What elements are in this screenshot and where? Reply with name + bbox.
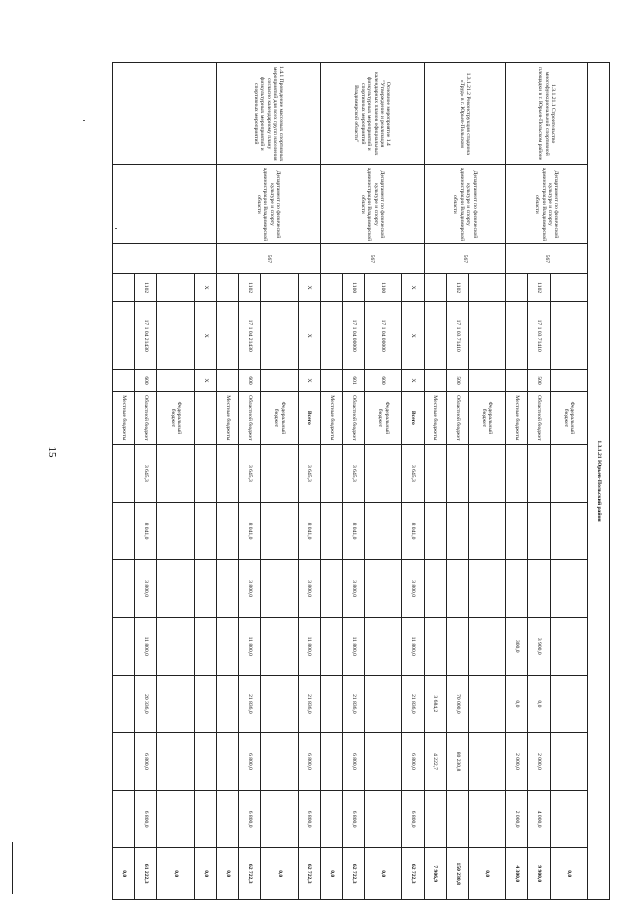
table-cell bbox=[261, 370, 298, 391]
table-cell: 21 836,0 bbox=[402, 675, 424, 733]
total-cell: 0,0 bbox=[261, 848, 298, 900]
table-cell bbox=[113, 370, 135, 391]
table-cell bbox=[446, 502, 468, 560]
table-cell bbox=[194, 675, 216, 733]
funding-source-cell: Местные бюджеты bbox=[320, 391, 342, 444]
table-cell bbox=[550, 502, 587, 560]
total-cell: 0,0 bbox=[320, 848, 342, 900]
table-cell: 6 800,0 bbox=[402, 733, 424, 791]
table-cell: 11 800,0 bbox=[298, 617, 320, 675]
budget-table-sheet bbox=[112, 62, 610, 900]
table-cell bbox=[216, 733, 238, 791]
table-cell bbox=[506, 560, 528, 618]
total-cell: 0,0 bbox=[216, 848, 238, 900]
margin-rule bbox=[12, 842, 13, 894]
table-cell: 21 836,0 bbox=[298, 675, 320, 733]
table-cell bbox=[365, 790, 402, 848]
table-cell: 3 645,3 bbox=[135, 445, 157, 503]
table-cell: 3 800,0 bbox=[239, 560, 261, 618]
table-cell bbox=[365, 445, 402, 503]
table-cell bbox=[216, 675, 238, 733]
table-cell bbox=[261, 560, 298, 618]
table-cell bbox=[424, 502, 446, 560]
table-cell: X bbox=[298, 302, 320, 370]
table-cell: 11 800,0 bbox=[135, 617, 157, 675]
table-cell bbox=[113, 790, 135, 848]
table-cell: X bbox=[402, 274, 424, 302]
table-cell bbox=[550, 302, 587, 370]
table-cell: 80 230,8 bbox=[446, 733, 468, 791]
table-cell: 500 bbox=[446, 370, 468, 391]
table-cell: 8 041,0 bbox=[239, 502, 261, 560]
grbs-code-cell: 567 bbox=[216, 244, 320, 274]
table-cell bbox=[216, 370, 238, 391]
table-cell bbox=[320, 733, 342, 791]
funding-source-cell: Федеральный бюджет bbox=[261, 391, 298, 444]
table-cell: 3 645,3 bbox=[239, 445, 261, 503]
table-cell: 17 1 03 71410 bbox=[446, 302, 468, 370]
table-row bbox=[468, 63, 505, 900]
table-cell: 3 800,0 bbox=[135, 560, 157, 618]
total-cell: 0,0 bbox=[194, 848, 216, 900]
table-cell: 1100 bbox=[365, 274, 402, 302]
table-cell: 20 336,0 bbox=[135, 675, 157, 733]
table-cell bbox=[506, 370, 528, 391]
table-cell bbox=[424, 370, 446, 391]
table-cell: 6 800,0 bbox=[239, 733, 261, 791]
table-cell: 3 645,3 bbox=[402, 445, 424, 503]
table-cell bbox=[194, 790, 216, 848]
measure-name-cell: 1.3.1.21.2 Реконструкция стадиона «Труд» в г. Юрьев-Польском bbox=[424, 63, 506, 165]
table-cell bbox=[320, 274, 342, 302]
table-cell: 11 800,0 bbox=[342, 617, 364, 675]
grbs-code-cell: 567 bbox=[506, 244, 588, 274]
table-cell bbox=[113, 274, 135, 302]
table-cell: X bbox=[402, 302, 424, 370]
table-cell bbox=[506, 302, 528, 370]
table-cell bbox=[157, 675, 194, 733]
table-cell bbox=[365, 560, 402, 618]
table-cell bbox=[550, 445, 587, 503]
table-cell: 2 000,0 bbox=[528, 733, 550, 791]
table-cell: X bbox=[298, 370, 320, 391]
funding-source-cell: Областной бюджет bbox=[446, 391, 468, 444]
funding-source-cell: Областной бюджет bbox=[239, 391, 261, 444]
table-cell: 6 800,0 bbox=[342, 790, 364, 848]
measure-name-cell: 1.3.1.21.1 Строительство многофункциональной спортивной площадки в г. Юрьев-Польском районе bbox=[506, 63, 588, 165]
table-cell: 11 800,0 bbox=[239, 617, 261, 675]
table-cell: 2 000,0 bbox=[506, 733, 528, 791]
table-cell bbox=[446, 445, 468, 503]
table-cell bbox=[468, 617, 505, 675]
table-cell bbox=[365, 733, 402, 791]
table-cell: 3 645,3 bbox=[298, 445, 320, 503]
table-cell bbox=[446, 790, 468, 848]
table-cell bbox=[506, 445, 528, 503]
table-cell bbox=[157, 502, 194, 560]
table-cell bbox=[550, 274, 587, 302]
table-cell: 600 bbox=[239, 370, 261, 391]
table-cell: 3 684,2 bbox=[424, 675, 446, 733]
total-cell: 0,0 bbox=[550, 848, 587, 900]
table-cell bbox=[446, 560, 468, 618]
table-cell bbox=[261, 617, 298, 675]
total-cell: 62 722,3 bbox=[342, 848, 364, 900]
table-cell bbox=[157, 445, 194, 503]
table-cell: 1100 bbox=[342, 274, 364, 302]
total-cell: 0,0 bbox=[157, 848, 194, 900]
table-cell bbox=[550, 617, 587, 675]
table-cell bbox=[113, 733, 135, 791]
table-cell bbox=[113, 302, 135, 370]
table-cell: 4 222,7 bbox=[424, 733, 446, 791]
table-cell bbox=[320, 560, 342, 618]
funding-source-cell: Областной бюджет bbox=[528, 391, 550, 444]
table-cell bbox=[468, 560, 505, 618]
table-cell bbox=[157, 370, 194, 391]
table-cell: X bbox=[402, 370, 424, 391]
table-cell: 3 800,0 bbox=[342, 560, 364, 618]
table-cell bbox=[194, 617, 216, 675]
table-cell: X bbox=[194, 302, 216, 370]
executor-cell: Департамент по физической культуре и спорту администрации Владимирской области bbox=[424, 165, 506, 244]
table-cell bbox=[320, 445, 342, 503]
table-cell: 6 800,0 bbox=[402, 790, 424, 848]
total-cell: 4 300,0 bbox=[506, 848, 528, 900]
table-cell bbox=[113, 445, 135, 503]
table-cell bbox=[468, 445, 505, 503]
table-cell bbox=[424, 790, 446, 848]
total-cell: 9 900,0 bbox=[528, 848, 550, 900]
table-cell: 17 1 04 21430 bbox=[239, 302, 261, 370]
table-cell bbox=[113, 560, 135, 618]
table-cell bbox=[216, 790, 238, 848]
table-cell: 21 836,0 bbox=[239, 675, 261, 733]
table-cell bbox=[468, 370, 505, 391]
table-cell bbox=[528, 560, 550, 618]
table-cell: 2 000,0 bbox=[506, 790, 528, 848]
table-cell bbox=[157, 560, 194, 618]
table-cell bbox=[424, 274, 446, 302]
table-cell bbox=[157, 733, 194, 791]
table-cell bbox=[550, 733, 587, 791]
table-cell: 6 800,0 bbox=[135, 733, 157, 791]
table-cell: 8 041,0 bbox=[135, 502, 157, 560]
table-cell bbox=[528, 502, 550, 560]
total-cell: 0,0 bbox=[365, 848, 402, 900]
table-cell: 300,0 bbox=[506, 617, 528, 675]
table-cell: 1102 bbox=[446, 274, 468, 302]
table-cell: 3 800,0 bbox=[298, 560, 320, 618]
funding-source-cell: Областной бюджет bbox=[135, 391, 157, 444]
total-cell: 62 722,3 bbox=[239, 848, 261, 900]
table-cell bbox=[320, 617, 342, 675]
table-cell bbox=[157, 302, 194, 370]
budget-table bbox=[112, 62, 610, 900]
table-cell: 8 041,0 bbox=[298, 502, 320, 560]
grbs-code-cell: 567 bbox=[424, 244, 506, 274]
table-cell bbox=[320, 370, 342, 391]
scan-speck bbox=[83, 120, 85, 121]
funding-source-cell bbox=[194, 391, 216, 444]
table-cell: 17 1 04 21430 bbox=[135, 302, 157, 370]
table-cell: 600 bbox=[365, 370, 402, 391]
table-cell bbox=[320, 675, 342, 733]
table-cell: 1102 bbox=[239, 274, 261, 302]
funding-source-cell: Всего bbox=[402, 391, 424, 444]
table-cell bbox=[446, 617, 468, 675]
grbs-code-cell: 567 bbox=[320, 244, 424, 274]
table-cell: 3 800,0 bbox=[402, 560, 424, 618]
table-cell: 21 836,0 bbox=[342, 675, 364, 733]
table-cell: 11 800,0 bbox=[402, 617, 424, 675]
funding-source-cell: Областной бюджет bbox=[342, 391, 364, 444]
table-cell bbox=[468, 733, 505, 791]
table-cell bbox=[157, 274, 194, 302]
table-cell: 70 000,0 bbox=[446, 675, 468, 733]
table-cell: 6 800,0 bbox=[239, 790, 261, 848]
table-cell bbox=[365, 617, 402, 675]
table-cell bbox=[261, 733, 298, 791]
funding-source-cell: Местные бюджеты bbox=[113, 391, 135, 444]
table-cell bbox=[528, 445, 550, 503]
table-cell bbox=[506, 502, 528, 560]
executor-cell bbox=[113, 165, 217, 244]
executor-cell: Департамент по физической культуре и спорту администрации Владимирской области bbox=[216, 165, 320, 244]
total-cell: 62 722,3 bbox=[298, 848, 320, 900]
table-cell: 601 bbox=[342, 370, 364, 391]
table-cell bbox=[157, 617, 194, 675]
funding-source-cell: Местные бюджеты bbox=[424, 391, 446, 444]
table-cell bbox=[320, 302, 342, 370]
table-row bbox=[194, 63, 216, 900]
table-cell: 0,0 bbox=[528, 675, 550, 733]
funding-source-cell: Федеральный бюджет bbox=[468, 391, 505, 444]
table-cell bbox=[365, 675, 402, 733]
table-cell bbox=[261, 790, 298, 848]
table-cell bbox=[468, 790, 505, 848]
table-cell bbox=[424, 560, 446, 618]
table-cell bbox=[424, 617, 446, 675]
table-cell bbox=[261, 274, 298, 302]
total-cell: 62 722,3 bbox=[402, 848, 424, 900]
table-cell bbox=[216, 274, 238, 302]
page-number: 15 bbox=[46, 446, 58, 458]
funding-source-cell: Федеральный бюджет bbox=[157, 391, 194, 444]
table-cell bbox=[194, 445, 216, 503]
table-cell bbox=[216, 617, 238, 675]
table-cell bbox=[550, 790, 587, 848]
table-cell: 8 041,0 bbox=[402, 502, 424, 560]
table-cell bbox=[216, 302, 238, 370]
table-cell bbox=[506, 274, 528, 302]
table-cell: 8 041,0 bbox=[342, 502, 364, 560]
table-cell bbox=[468, 675, 505, 733]
table-cell: 6 800,0 bbox=[298, 790, 320, 848]
section-title: 1.3.1.21 Юрьев-Польский район bbox=[587, 63, 609, 900]
funding-source-cell: Федеральный бюджет bbox=[550, 391, 587, 444]
funding-source-cell: Местные бюджеты bbox=[216, 391, 238, 444]
table-cell: X bbox=[194, 370, 216, 391]
table-cell bbox=[468, 302, 505, 370]
total-cell: 7 906,9 bbox=[424, 848, 446, 900]
table-cell bbox=[468, 274, 505, 302]
funding-source-cell: Всего bbox=[298, 391, 320, 444]
table-cell bbox=[550, 560, 587, 618]
funding-source-cell: Федеральный бюджет bbox=[365, 391, 402, 444]
table-cell bbox=[216, 560, 238, 618]
table-cell bbox=[194, 560, 216, 618]
table-cell: 4 000,0 bbox=[528, 790, 550, 848]
table-row bbox=[402, 63, 424, 900]
section-row bbox=[587, 63, 609, 900]
table-cell bbox=[216, 502, 238, 560]
table-cell bbox=[261, 302, 298, 370]
measure-name-cell bbox=[113, 63, 217, 165]
table-cell bbox=[113, 675, 135, 733]
table-cell: 17 1 03 71410 bbox=[528, 302, 550, 370]
total-cell: 0,0 bbox=[113, 848, 135, 900]
table-cell: 17 1 04 00000 bbox=[342, 302, 364, 370]
total-cell: 0,0 bbox=[468, 848, 505, 900]
funding-source-cell: Местные бюджеты bbox=[506, 391, 528, 444]
table-cell bbox=[194, 502, 216, 560]
table-cell: X bbox=[194, 274, 216, 302]
table-row bbox=[550, 63, 587, 900]
table-cell bbox=[320, 790, 342, 848]
table-cell bbox=[468, 502, 505, 560]
table-cell: 600 bbox=[135, 370, 157, 391]
table-cell bbox=[261, 445, 298, 503]
executor-cell: Департамент по физической культуре и спорту администрации Владимирской области bbox=[506, 165, 588, 244]
table-cell: 17 1 04 00000 bbox=[365, 302, 402, 370]
table-cell: 3 900,0 bbox=[528, 617, 550, 675]
table-cell bbox=[424, 302, 446, 370]
table-cell: 0,0 bbox=[506, 675, 528, 733]
measure-name-cell: 1.4.1 Проведение массовых спортивных мероприятий для всех групп населения согласно календарному плану физкультурных мероприятий и спортивных мероприятий bbox=[216, 63, 320, 165]
table-row bbox=[298, 63, 320, 900]
table-cell: X bbox=[298, 274, 320, 302]
table-cell bbox=[424, 445, 446, 503]
table-cell: 1102 bbox=[528, 274, 550, 302]
grbs-code-cell bbox=[113, 244, 217, 274]
table-cell bbox=[113, 502, 135, 560]
table-cell bbox=[261, 675, 298, 733]
total-cell: 150 230,8 bbox=[446, 848, 468, 900]
total-cell: 61 222,3 bbox=[135, 848, 157, 900]
table-cell bbox=[365, 502, 402, 560]
table-cell bbox=[550, 675, 587, 733]
table-cell: 500 bbox=[528, 370, 550, 391]
table-cell bbox=[550, 370, 587, 391]
table-cell bbox=[261, 502, 298, 560]
table-cell: 1102 bbox=[135, 274, 157, 302]
table-cell: 3 645,3 bbox=[342, 445, 364, 503]
table-cell bbox=[216, 445, 238, 503]
table-cell bbox=[194, 733, 216, 791]
executor-cell: Департамент по физической культуре и спорту администрации Владимирской области bbox=[320, 165, 424, 244]
table-cell bbox=[320, 502, 342, 560]
table-cell bbox=[113, 617, 135, 675]
measure-name-cell: Основное мероприятие 1.4 "Утверждение и реализация календарных планов официальных физкультурных мероприятий и спортивных мероприятий Владимирской области" bbox=[320, 63, 424, 165]
table-cell: 6 800,0 bbox=[342, 733, 364, 791]
table-body bbox=[113, 63, 610, 900]
table-cell: 6 800,0 bbox=[298, 733, 320, 791]
table-cell bbox=[157, 790, 194, 848]
table-cell: 6 800,0 bbox=[135, 790, 157, 848]
